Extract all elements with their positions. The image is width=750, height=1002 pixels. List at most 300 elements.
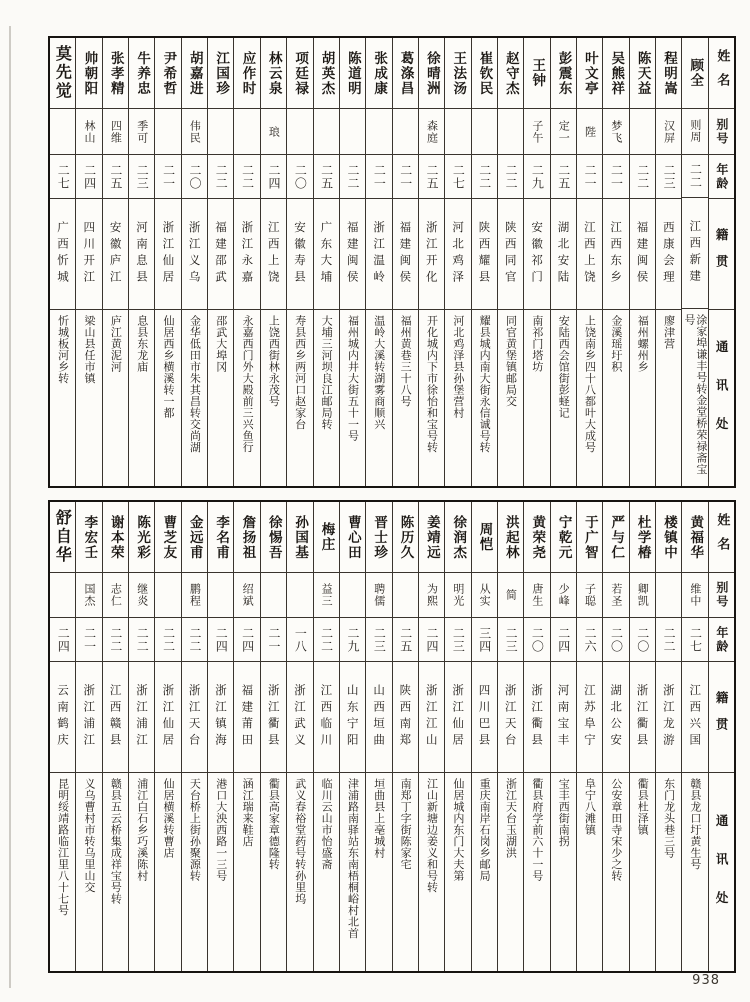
person-alias-cell xyxy=(630,573,655,618)
person-age-cell xyxy=(551,155,576,199)
person-column xyxy=(576,38,602,486)
person-native-cell xyxy=(129,199,154,310)
person-name-cell-text: 赵守杰 xyxy=(502,50,519,96)
person-name-cell xyxy=(577,502,602,573)
header-name xyxy=(709,502,734,573)
person-contact-cell xyxy=(76,310,101,486)
person-contact-cell xyxy=(630,773,655,971)
person-column xyxy=(154,38,180,486)
person-contact-cell xyxy=(234,773,259,971)
person-contact-cell-text: 庐江黄泥河 xyxy=(109,315,123,373)
person-contact-cell-text: 涵江瑞来鞋店 xyxy=(241,778,255,847)
person-age-cell xyxy=(287,618,312,662)
person-native-cell xyxy=(577,199,602,310)
person-native-cell-text: 浙江开化 xyxy=(424,221,439,287)
person-native-cell-text: 福建闽侯 xyxy=(635,221,650,287)
person-age-cell xyxy=(472,155,497,199)
person-alias-cell-text: 子聪 xyxy=(583,583,597,607)
person-alias-cell xyxy=(656,573,681,618)
person-alias-cell xyxy=(393,109,418,155)
person-age-cell-text: 二二 xyxy=(688,163,703,190)
person-age-cell xyxy=(340,618,365,662)
person-alias-cell xyxy=(445,109,470,155)
person-contact-cell-text: 垣曲县上亳城村 xyxy=(372,778,386,859)
person-alias-cell-text: 绍斌 xyxy=(241,583,255,607)
person-age-cell-text: 二三 xyxy=(451,626,466,653)
person-name-cell-text: 程明嵩 xyxy=(660,50,677,96)
person-contact-cell-text: 福州黄巷三十八号 xyxy=(399,315,413,407)
person-alias-cell xyxy=(208,573,233,618)
person-native-cell-text: 西康会理 xyxy=(661,221,676,287)
person-contact-cell-text: 邵武大埠冈 xyxy=(214,315,228,373)
person-contact-cell xyxy=(261,773,286,971)
person-name-cell-text: 梅庄 xyxy=(318,522,335,552)
person-contact-cell xyxy=(50,773,75,971)
person-age-cell-text: 二一 xyxy=(82,626,97,653)
person-name-cell xyxy=(314,38,339,109)
person-age-cell xyxy=(472,618,497,662)
person-contact-cell-text: 宝丰西街南拐 xyxy=(557,778,571,847)
person-contact-cell-text: 公安章田寺宋少之转 xyxy=(609,778,623,882)
person-column xyxy=(392,502,418,971)
person-native-cell-text: 福建莆田 xyxy=(240,684,255,750)
person-native-cell-text: 江西上饶 xyxy=(582,221,597,287)
person-contact-cell-text: 福州螺州乡 xyxy=(636,315,650,373)
person-alias-cell xyxy=(419,109,444,155)
person-native-cell-text: 四川开江 xyxy=(82,221,97,287)
person-name-cell-text: 曹芝友 xyxy=(160,514,177,560)
person-contact-cell-text: 重庆南岸石岗乡邮局 xyxy=(478,778,492,882)
person-alias-cell xyxy=(656,109,681,155)
person-alias-cell-text: 维中 xyxy=(688,583,702,607)
person-name-cell xyxy=(129,38,154,109)
person-column xyxy=(260,502,286,971)
person-contact-cell xyxy=(76,773,101,971)
person-age-cell xyxy=(630,155,655,199)
person-native-cell-text: 江西兴国 xyxy=(688,684,703,750)
person-native-cell xyxy=(630,199,655,310)
person-column xyxy=(576,502,602,971)
person-native-cell xyxy=(656,199,681,310)
person-column xyxy=(207,38,233,486)
person-alias-cell-text: 卿凯 xyxy=(636,583,650,607)
person-alias-cell xyxy=(577,109,602,155)
header-contact-text: 通讯处 xyxy=(714,340,730,456)
person-name-cell xyxy=(551,502,576,573)
person-name-cell xyxy=(524,502,549,573)
person-native-cell-text: 江西赣县 xyxy=(108,684,123,750)
person-alias-cell xyxy=(524,573,549,618)
person-name-cell xyxy=(234,502,259,573)
person-native-cell-text: 浙江义乌 xyxy=(187,221,202,287)
person-contact-cell xyxy=(445,773,470,971)
person-native-cell-text: 广东大埔 xyxy=(319,221,334,287)
person-contact-cell-text: 昆明绥靖路临江里八十七号 xyxy=(56,778,70,916)
person-alias-cell-text: 若圣 xyxy=(609,583,623,607)
person-age-cell xyxy=(498,618,523,662)
person-contact-cell-text: 涂家埠谦丰号转金堂桥荣禄斋宝号 xyxy=(682,314,708,476)
person-native-cell xyxy=(366,199,391,310)
person-contact-cell xyxy=(314,310,339,486)
person-name-cell-text: 彭震东 xyxy=(555,50,572,96)
person-native-cell xyxy=(551,199,576,310)
person-name-cell-text: 张成康 xyxy=(371,50,388,96)
person-age-cell-text: 二四 xyxy=(82,163,97,190)
person-name-cell xyxy=(182,38,207,109)
person-native-cell-text: 浙江衢县 xyxy=(530,684,545,750)
person-native-cell-text: 山西垣曲 xyxy=(372,684,387,750)
person-name-cell xyxy=(551,38,576,109)
person-contact-cell-text: 温岭大溪转湖雾商顺兴 xyxy=(372,315,386,430)
person-contact-cell xyxy=(419,773,444,971)
person-age-cell xyxy=(445,618,470,662)
person-age-cell-text: 二五 xyxy=(425,163,440,190)
person-native-cell-text: 湖北公安 xyxy=(609,684,624,750)
person-age-cell xyxy=(129,155,154,199)
person-contact-cell xyxy=(498,310,523,486)
person-column xyxy=(365,38,391,486)
person-contact-cell xyxy=(603,310,628,486)
person-name-cell-text: 姜靖远 xyxy=(423,514,440,560)
person-contact-cell-text: 港口大泱西路一三号 xyxy=(214,778,228,882)
person-contact-cell xyxy=(287,773,312,971)
person-age-cell-text: 二一 xyxy=(161,163,176,190)
person-column xyxy=(128,38,154,486)
header-age-text: 年龄 xyxy=(714,162,729,191)
person-name-cell xyxy=(261,38,286,109)
person-contact-cell xyxy=(419,310,444,486)
person-contact-cell-text: 江山新塘边姜义和号转 xyxy=(425,778,439,893)
person-age-cell xyxy=(524,618,549,662)
person-native-cell xyxy=(498,199,523,310)
registry-table-upper xyxy=(48,36,736,488)
person-native-cell xyxy=(682,662,707,773)
person-alias-cell xyxy=(287,109,312,155)
header-column xyxy=(708,38,734,486)
person-name-cell-text: 李名甫 xyxy=(213,514,230,560)
person-native-cell xyxy=(234,662,259,773)
person-native-cell-text: 福建闽侯 xyxy=(345,221,360,287)
person-native-cell xyxy=(393,199,418,310)
person-age-cell-text: 一八 xyxy=(293,626,308,653)
person-native-cell xyxy=(340,662,365,773)
person-contact-cell-text: 永嘉西门外大殿前三兴鱼行 xyxy=(241,315,255,453)
person-name-cell-text: 莫先觉 xyxy=(53,45,73,101)
person-alias-cell xyxy=(234,573,259,618)
person-name-cell xyxy=(76,502,101,573)
person-alias-cell-text: 鹏程 xyxy=(188,583,202,607)
person-name-cell xyxy=(656,38,681,109)
person-contact-cell-text: 安陆西会馆街彭蛏记 xyxy=(557,315,571,419)
person-contact-cell xyxy=(340,310,365,486)
person-native-cell-text: 浙江仙居 xyxy=(161,684,176,750)
person-name-cell-text: 周恺 xyxy=(476,522,493,552)
person-age-cell xyxy=(261,618,286,662)
person-name-cell xyxy=(103,38,128,109)
person-alias-cell-text: 汉屏 xyxy=(662,119,676,144)
person-contact-cell-text: 衢县府学前六十一号 xyxy=(530,778,544,882)
person-column xyxy=(181,38,207,486)
person-name-cell-text: 胡嘉进 xyxy=(186,50,203,96)
person-alias-cell xyxy=(76,573,101,618)
person-native-cell xyxy=(445,662,470,773)
person-age-cell xyxy=(366,618,391,662)
person-column xyxy=(444,502,470,971)
person-contact-cell-text: 同官黄堡镇邮局交 xyxy=(504,315,518,407)
person-native-cell-text: 浙江永嘉 xyxy=(240,221,255,287)
person-name-cell-text: 徐晴洲 xyxy=(423,50,440,96)
person-name-cell-text: 晋士珍 xyxy=(371,514,388,560)
person-name-cell xyxy=(208,502,233,573)
person-native-cell xyxy=(603,199,628,310)
person-age-cell xyxy=(103,618,128,662)
person-native-cell xyxy=(155,199,180,310)
person-age-cell xyxy=(155,155,180,199)
person-age-cell xyxy=(393,618,418,662)
person-name-cell xyxy=(419,502,444,573)
person-alias-cell xyxy=(419,573,444,618)
person-contact-cell-text: 临川云山市怡盛斋 xyxy=(320,778,334,870)
person-native-cell-text: 江西上饶 xyxy=(266,221,281,287)
person-name-cell xyxy=(287,38,312,109)
person-name-cell xyxy=(50,38,75,109)
person-name-cell-text: 江国珍 xyxy=(213,50,230,96)
person-age-cell xyxy=(445,155,470,199)
person-alias-cell xyxy=(577,573,602,618)
person-contact-cell xyxy=(472,773,497,971)
person-native-cell-text: 浙江仙居 xyxy=(161,221,176,287)
person-name-cell xyxy=(603,502,628,573)
person-age-cell-text: 二〇 xyxy=(293,163,308,190)
header-age xyxy=(709,155,734,199)
person-alias-cell xyxy=(366,573,391,618)
person-contact-cell-text: 廖津营 xyxy=(662,315,676,350)
person-native-cell-text: 浙江浦江 xyxy=(134,684,149,750)
person-native-cell-text: 河南宝丰 xyxy=(556,684,571,750)
person-alias-cell xyxy=(129,573,154,618)
person-column xyxy=(471,502,497,971)
person-age-cell xyxy=(603,618,628,662)
person-contact-cell xyxy=(103,310,128,486)
header-name xyxy=(709,38,734,109)
person-native-cell-text: 湖北安陆 xyxy=(556,221,571,287)
person-native-cell-text: 浙江衢县 xyxy=(635,684,650,750)
person-native-cell-text: 四川巴县 xyxy=(477,684,492,750)
person-native-cell xyxy=(498,662,523,773)
person-native-cell xyxy=(340,199,365,310)
person-alias-cell-text: 子午 xyxy=(530,119,544,144)
person-name-cell xyxy=(630,38,655,109)
person-alias-cell xyxy=(498,109,523,155)
person-name-cell xyxy=(182,502,207,573)
person-name-cell-text: 詹扬祖 xyxy=(239,514,256,560)
person-alias-cell xyxy=(682,109,707,155)
header-column xyxy=(708,502,734,971)
person-contact-cell xyxy=(129,773,154,971)
person-age-cell-text: 二六 xyxy=(583,626,598,653)
person-alias-cell-text: 伟民 xyxy=(188,119,202,144)
person-alias-cell-text: 陛 xyxy=(583,125,597,138)
person-age-cell xyxy=(76,618,101,662)
person-name-cell-text: 叶文亭 xyxy=(581,50,598,96)
person-contact-cell xyxy=(682,309,707,486)
person-age-cell-text: 二四 xyxy=(240,626,255,653)
person-contact-cell xyxy=(682,773,707,971)
person-age-cell-text: 二九 xyxy=(346,626,360,653)
person-name-cell xyxy=(656,502,681,573)
person-age-cell xyxy=(234,618,259,662)
person-native-cell-text: 浙江仙居 xyxy=(451,684,466,750)
person-column xyxy=(286,502,312,971)
person-name-cell xyxy=(155,38,180,109)
header-name-text: 姓名 xyxy=(714,49,730,97)
person-native-cell-text: 陕西同官 xyxy=(503,221,518,287)
person-native-cell xyxy=(261,662,286,773)
header-contact xyxy=(709,773,734,971)
person-native-cell-text: 浙江天台 xyxy=(503,684,518,750)
person-name-cell xyxy=(76,38,101,109)
person-alias-cell xyxy=(340,109,365,155)
person-name-cell xyxy=(155,502,180,573)
person-native-cell xyxy=(155,662,180,773)
person-alias-cell xyxy=(261,573,286,618)
person-age-cell-text: 二一 xyxy=(583,163,598,190)
person-native-cell xyxy=(50,199,75,310)
person-age-cell xyxy=(208,155,233,199)
person-name-cell-text: 顾全 xyxy=(687,57,704,88)
person-column xyxy=(260,38,286,486)
person-name-cell-text: 帅朝阳 xyxy=(81,50,98,96)
person-age-cell xyxy=(50,155,75,199)
person-alias-cell xyxy=(314,109,339,155)
person-name-cell xyxy=(419,38,444,109)
person-name-cell xyxy=(577,38,602,109)
person-age-cell xyxy=(630,618,655,662)
person-alias-cell xyxy=(603,109,628,155)
person-native-cell xyxy=(419,662,444,773)
person-alias-cell-text: 继炎 xyxy=(135,583,149,607)
person-column xyxy=(550,38,576,486)
person-column xyxy=(75,502,101,971)
page-number: 938 xyxy=(692,973,720,988)
person-contact-cell xyxy=(314,773,339,971)
person-native-cell-text: 安徽祁门 xyxy=(530,221,545,287)
person-age-cell xyxy=(682,155,707,199)
person-alias-cell-text: 森庭 xyxy=(425,119,439,144)
person-native-cell-text: 陕西南郑 xyxy=(398,684,413,750)
person-native-cell xyxy=(208,199,233,310)
header-age-text: 年龄 xyxy=(714,625,729,654)
person-alias-cell xyxy=(445,573,470,618)
person-name-cell xyxy=(445,502,470,573)
person-age-cell xyxy=(208,618,233,662)
person-age-cell-text: 二四 xyxy=(556,626,571,653)
person-contact-cell xyxy=(472,310,497,486)
person-age-cell xyxy=(155,618,180,662)
person-alias-cell-text: 少峰 xyxy=(557,583,571,607)
person-native-cell-text: 广西忻城 xyxy=(55,221,70,287)
header-native-text: 籍贯 xyxy=(714,690,730,744)
person-age-cell-text: 二七 xyxy=(56,163,71,190)
header-alias-text: 别号 xyxy=(714,581,729,609)
person-native-cell xyxy=(261,199,286,310)
person-alias-cell-text: 四维 xyxy=(109,119,123,144)
person-column xyxy=(50,502,75,971)
person-contact-cell xyxy=(340,773,365,971)
person-contact-cell xyxy=(182,773,207,971)
person-age-cell-text: 二〇 xyxy=(609,626,624,653)
person-name-cell-text: 吴熊祥 xyxy=(608,50,625,96)
person-contact-cell xyxy=(103,773,128,971)
person-native-cell-text: 浙江浦江 xyxy=(82,684,97,750)
person-contact-cell xyxy=(393,773,418,971)
person-contact-cell-text: 上饶西街林永茂号 xyxy=(267,315,281,407)
person-age-cell xyxy=(182,618,207,662)
person-name-cell xyxy=(682,38,707,109)
person-native-cell-text: 福建闽侯 xyxy=(398,221,413,287)
person-age-cell-text: 二一 xyxy=(398,163,413,190)
person-age-cell-text: 二二 xyxy=(240,163,255,190)
person-native-cell xyxy=(76,662,101,773)
person-native-cell xyxy=(234,199,259,310)
person-native-cell xyxy=(577,662,602,773)
person-native-cell xyxy=(287,662,312,773)
person-column xyxy=(418,502,444,971)
person-name-cell-text: 杜学椿 xyxy=(634,514,651,560)
person-native-cell-text: 浙江镇海 xyxy=(214,684,228,750)
person-name-cell-text: 王法汤 xyxy=(450,50,467,96)
person-contact-cell-text: 衢县杜泽镇 xyxy=(636,778,650,836)
person-name-cell xyxy=(524,38,549,109)
person-age-cell-text: 二〇 xyxy=(187,163,202,190)
person-contact-cell-text: 福州城内井大街五十一号 xyxy=(346,315,360,442)
person-column xyxy=(655,502,681,971)
person-contact-cell-text: 仙居横溪转曹店 xyxy=(162,778,176,859)
person-native-cell xyxy=(524,199,549,310)
person-name-cell xyxy=(682,502,707,573)
gutter-line xyxy=(9,26,11,988)
person-alias-cell xyxy=(472,109,497,155)
person-native-cell xyxy=(50,662,75,773)
person-name-cell-text: 洪起林 xyxy=(502,514,519,560)
person-name-cell xyxy=(498,502,523,573)
person-age-cell-text: 二二 xyxy=(108,626,123,653)
person-column xyxy=(523,38,549,486)
person-column xyxy=(550,502,576,971)
person-name-cell-text: 陈天益 xyxy=(634,50,651,96)
header-alias xyxy=(709,109,734,155)
person-alias-cell xyxy=(261,109,286,155)
person-contact-cell xyxy=(630,310,655,486)
person-contact-cell xyxy=(366,310,391,486)
header-contact-text: 通讯处 xyxy=(714,814,730,930)
person-alias-cell xyxy=(208,109,233,155)
person-contact-cell-text: 赣县龙口圩黄生号 xyxy=(688,778,702,870)
person-alias-cell xyxy=(129,109,154,155)
person-age-cell xyxy=(340,155,365,199)
person-contact-cell-text: 津浦路南驿站东南梧桐峪村北首 xyxy=(346,778,360,939)
person-name-cell-text: 谢本荣 xyxy=(107,514,124,560)
person-age-cell-text: 二七 xyxy=(451,163,466,190)
person-contact-cell-text: 大埔三河坝良江邮局转 xyxy=(320,315,334,430)
header-name-text: 姓名 xyxy=(714,513,730,561)
person-name-cell xyxy=(340,38,365,109)
person-native-cell-text: 江西新建 xyxy=(688,220,703,287)
header-alias xyxy=(709,573,734,618)
person-native-cell xyxy=(103,662,128,773)
person-age-cell-text: 二九 xyxy=(530,163,545,190)
person-alias-cell xyxy=(393,573,418,618)
